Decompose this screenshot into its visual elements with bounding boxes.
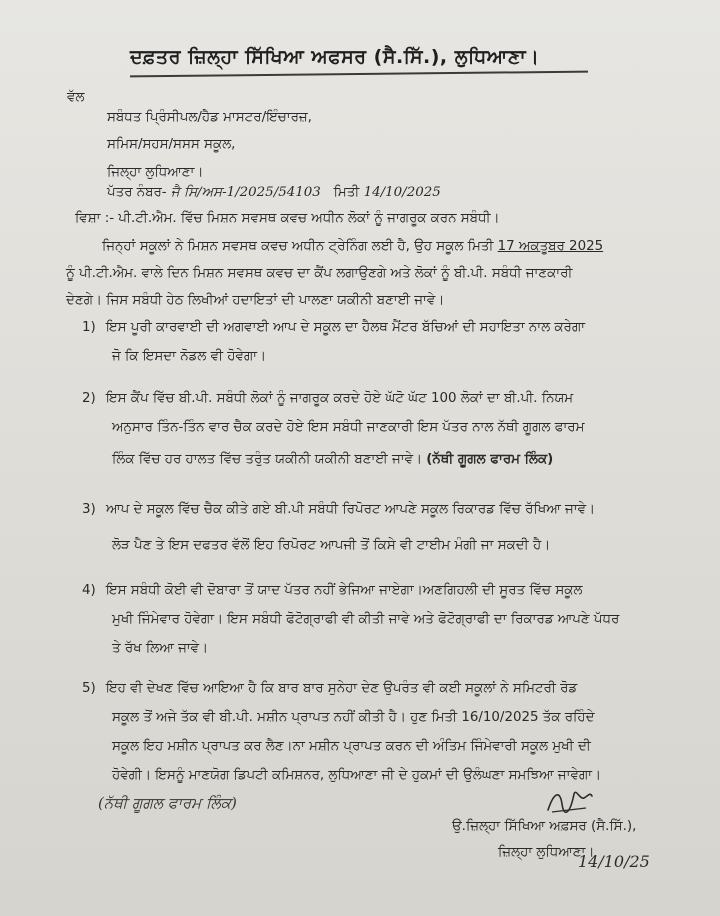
item-number: 4) [82, 583, 96, 598]
intro-line-2: ਨੂੰ ਪੀ.ਟੀ.ਐਮ. ਵਾਲੇ ਦਿਨ ਮਿਸ਼ਨ ਸਵਸਥ ਕਵਚ ਦਾ ਕੈਂਪ ਲਗਾਉਣਗੇ ਅਤੇ ਲੋਕਾਂ ਨੂੰ ਬੀ.ਪੀ. ਸਬੰਧੀ ਜਾਣਕਾਰੀ [66, 266, 573, 281]
item-text: ਤੇ ਰੱਖ ਲਿਆ ਜਾਵੇ। [112, 641, 209, 656]
item-number: 5) [82, 681, 96, 696]
letter-date-label: ਮਿਤੀ [333, 185, 360, 200]
signature [544, 786, 594, 816]
item-number: 3) [82, 502, 96, 517]
item-text: ਇਸ ਕੈਂਪ ਵਿੱਚ ਬੀ.ਪੀ. ਸਬੰਧੀ ਲੋਕਾਂ ਨੂੰ ਜਾਗਰੂਕ ਕਰਦੇ ਹੋਏ ਘੱਟੋ ਘੱਟ 100 ਲੋਕਾਂ ਦਾ ਬੀ.ਪੀ. ਨਿਯਮ [106, 391, 574, 406]
instruction-item-2 [82, 384, 682, 442]
recipient-line-1: ਸਬੰਧਤ ਪ੍ਰਿੰਸੀਪਲ/ਹੈਡ ਮਾਸਟਰ/ਇੰਚਾਰਜ਼, [107, 110, 312, 125]
item-text: ਸਕੂਲ ਤੋਂ ਅਜੇ ਤੱਕ ਵੀ ਬੀ.ਪੀ. ਮਸ਼ੀਨ ਪ੍ਰਾਪਤ ਨਹੀਂ ਕੀਤੀ ਹੈ। ਹੁਣ ਮਿਤੀ 16/10/2025 ਤੱਕ ਰਹਿੰਦੇ [112, 710, 595, 725]
letter-number-line [107, 185, 441, 200]
instruction-item-4 [82, 576, 682, 663]
letter-number-prefix: ਪੱਤਰ ਨੰਬਰ- [107, 185, 167, 200]
item-text: ਇਸ ਸਬੰਧੀ ਕੋਈ ਵੀ ਦੋਬਾਰਾ ਤੋਂ ਯਾਦ ਪੱਤਰ ਨਹੀਂ ਭੇਜਿਆ ਜਾਏਗਾ।ਅਣਗਿਹਲੀ ਦੀ ਸੂਰਤ ਵਿੱਚ ਸਕੂਲ [106, 583, 583, 598]
item-text: ਇਹ ਵੀ ਦੇਖਣ ਵਿੱਚ ਆਇਆ ਹੈ ਕਿ ਬਾਰ ਬਾਰ ਸੁਨੇਹਾ ਦੇਣ ਉਪਰੰਤ ਵੀ ਕਈ ਸਕੂਲਾਂ ਨੇ ਸਮਿਟਰੀ ਰੋਡ [106, 681, 578, 696]
item-text: ਜੋ ਕਿ ਇਸਦਾ ਨੋਡਲ ਵੀ ਹੋਵੇਗਾ। [112, 349, 267, 364]
item-text: ਲਿੰਕ ਵਿੱਚ ਹਰ ਹਾਲਤ ਵਿੱਚ ਤਰੁੰਤ ਯਕੀਨੀ ਯਕੀਨੀ ਬਣਾਈ ਜਾਵੇ। [112, 452, 422, 467]
intro-paragraph [66, 233, 672, 314]
letter-number: ਜੈ ਸਿ/ਅਸ-1/2025/54103 [170, 185, 321, 200]
title-underline [130, 71, 588, 78]
google-form-link[interactable]: (ਨੱਥੀ ਗੂਗਲ ਫਾਰਮ ਲਿੰਕ) [426, 452, 554, 467]
item-text: ਅਨੁਸਾਰ ਤਿੰਨ-ਤਿੰਨ ਵਾਰ ਚੈਕ ਕਰਦੇ ਹੋਏ ਇਸ ਸਬੰਧੀ ਜਾਣਕਾਰੀ ਇਸ ਪੱਤਰ ਨਾਲ ਨੱਥੀ ਗੂਗਲ ਫਾਰਮ [112, 420, 585, 435]
instruction-item-3 [82, 495, 682, 524]
instruction-item-5 [82, 674, 682, 790]
item-text: ਇਸ ਪੂਰੀ ਕਾਰਵਾਈ ਦੀ ਅਗਵਾਈ ਆਪ ਦੇ ਸਕੂਲ ਦਾ ਹੈਲਥ ਮੈਂਟਰ ਬੱਚਿਆਂ ਦੀ ਸਹਾਇਤਾ ਨਾਲ ਕਰੇਗਾ [106, 320, 586, 335]
item-text: ਮੁਖੀ ਜਿੰਮੇਵਾਰ ਹੋਵੇਗਾ। ਇਸ ਸਬੰਧੀ ਫੋਟੋਗ੍ਰਾਫੀ ਵੀ ਕੀਤੀ ਜਾਵੇ ਅਤੇ ਫੋਟੋਗ੍ਰਾਫੀ ਦਾ ਰਿਕਾਰਡ ਆਪਣੇ ਪੱਧਰ [112, 612, 620, 627]
item-text: ਆਪ ਦੇ ਸਕੂਲ ਵਿੱਚ ਚੈਕ ਕੀਤੇ ਗਏ ਬੀ.ਪੀ ਸਬੰਧੀ ਰਿਪੋਰਟ ਆਪਣੇ ਸਕੂਲ ਰਿਕਾਰਡ ਵਿੱਚ ਰੱਖਿਆ ਜਾਵੇ। [106, 502, 596, 517]
ptm-date: 17 ਅਕਤੂਬਰ 2025 [497, 239, 604, 254]
instruction-item-1 [82, 313, 682, 371]
office-title: ਦਫ਼ਤਰ ਜ਼ਿਲ੍ਹਾ ਸਿੱਖਿਆ ਅਫਸਰ (ਸੈ.ਸਿੱ.), ਲੁਧਿਆਣਾ। [130, 46, 540, 68]
signatory-district: ਜ਼ਿਲ੍ਹਾ ਲੁਧਿਆਣਾ। [498, 845, 595, 860]
item-text: ਸਕੂਲ ਇਹ ਮਸ਼ੀਨ ਪ੍ਰਾਪਤ ਕਰ ਲੈਣ।ਨਾ ਮਸ਼ੀਨ ਪ੍ਰਾਪਤ ਕਰਨ ਦੀ ਅੰਤਿਮ ਜਿੰਮੇਵਾਰੀ ਸਕੂਲ ਮੁਖੀ ਦੀ [112, 739, 591, 754]
handwritten-note: (ਨੱਥੀ ਗੂਗਲ ਫਾਰਮ ਲਿੰਕ) [98, 794, 237, 812]
recipient-label: ਵੱਲ [67, 90, 85, 105]
letter-date: 14/10/2025 [363, 185, 441, 200]
intro-line-3: ਦੇਣਗੇ। ਜਿਸ ਸਬੰਧੀ ਹੇਠ ਲਿਖੀਆਂ ਹਦਾਇਤਾਂ ਦੀ ਪਾਲਣਾ ਯਕੀਨੀ ਬਣਾਈ ਜਾਵੇ। [66, 293, 445, 308]
item-number: 1) [82, 320, 96, 335]
recipient-line-3: ਜਿਲ੍ਹਾ ਲੁਧਿਆਣਾ। [107, 165, 204, 180]
item-number: 2) [82, 391, 96, 406]
intro-line-1: ਜਿਨ੍ਹਾਂ ਸਕੂਲਾਂ ਨੇ ਮਿਸ਼ਨ ਸਵਸਥ ਕਵਚ ਅਧੀਨ ਟ੍ਰੇਨਿੰਗ ਲਈ ਹੈ, ਉਹ ਸਕੂਲ ਮਿਤੀ [102, 239, 498, 254]
item-text: ਹੋਵੇਗੀ। ਇਸਨੂੰ ਮਾਣਯੋਗ ਡਿਪਟੀ ਕਮਿਸ਼ਨਰ, ਲੁਧਿਆਣਾ ਜੀ ਦੇ ਹੁਕਮਾਂ ਦੀ ਉਲੰਘਣਾ ਸਮਝਿਆ ਜਾਵੇਗਾ। [112, 768, 602, 783]
signatory-title: ਉ.ਜ਼ਿਲ੍ਹਾ ਸਿੱਖਿਆ ਅਫ਼ਸਰ (ਸੈ.ਸਿੱ.), [452, 819, 637, 834]
item-text: ਲੋੜ ਪੈਣ ਤੇ ਇਸ ਦਫਤਰ ਵੱਲੋਂ ਇਹ ਰਿਪੋਰਟ ਆਪਜੀ ਤੋਂ ਕਿਸੇ ਵੀ ਟਾਈਮ ਮੰਗੀ ਜਾ ਸਕਦੀ ਹੈ। [112, 538, 551, 553]
instruction-item-2-continued [112, 452, 553, 467]
recipient-line-2: ਸਮਿਸ/ਸਹਸ/ਸਸਸ ਸਕੂਲ, [107, 137, 236, 152]
handwritten-date: 14/10/25 [578, 852, 650, 871]
subject-line: ਵਿਸ਼ਾ :- ਪੀ.ਟੀ.ਐਮ. ਵਿੱਚ ਮਿਸ਼ਨ ਸਵਸਥ ਕਵਚ ਅਧੀਨ ਲੋਕਾਂ ਨੂੰ ਜਾਗਰੂਕ ਕਰਨ ਸਬੰਧੀ। [75, 211, 500, 226]
